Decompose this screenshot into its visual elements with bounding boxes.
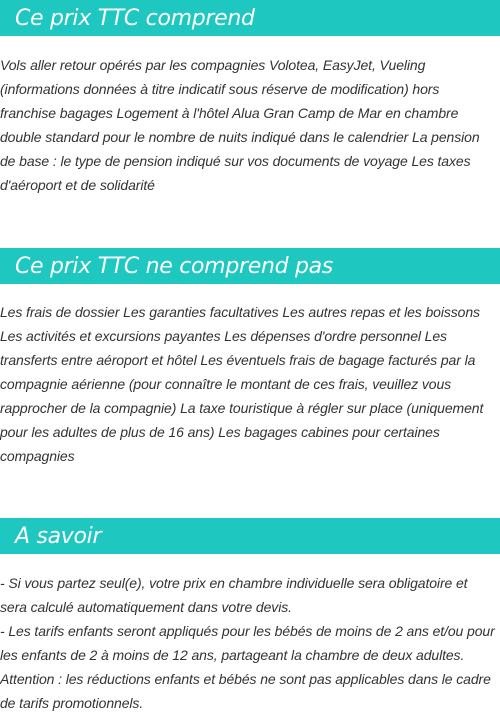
section-title-not-included: Ce prix TTC ne comprend pas	[15, 253, 333, 279]
text-line: rapprocher de la compagnie) La taxe touristique à régler sur place (uniquement	[0, 400, 484, 416]
section-body-good-to-know	[0, 571, 500, 715]
section-body-not-included	[0, 300, 500, 468]
text-line: franchise bagages Logement à l'hôtel Alua Gran Camp de Mar en chambre	[0, 105, 459, 121]
text-line: - Si vous partez seul(e), votre prix en chambre individuelle sera obligatoire et	[0, 575, 468, 591]
section-header-good-to-know	[0, 518, 500, 554]
section-title-good-to-know: A savoir	[15, 523, 102, 549]
text-line: de base : le type de pension indiqué sur vos documents de voyage Les taxes	[0, 153, 471, 169]
text-line: les enfants de 2 à moins de 12 ans, partageant la chambre de deux adultes.	[0, 647, 465, 663]
text-line: pour les adultes de plus de 16 ans) Les bagages cabines pour certaines	[0, 424, 440, 440]
text-line: (informations données à titre indicatif sous réserve de modification) hors	[0, 81, 440, 97]
text-line: Les frais de dossier Les garanties facultatives Les autres repas et les boissons	[0, 304, 480, 320]
text-line: - Les tarifs enfants seront appliqués pour les bébés de moins de 2 ans et/ou pour	[0, 623, 495, 639]
text-line: Les activités et excursions payantes Les dépenses d'ordre personnel Les	[0, 328, 447, 344]
text-line: compagnies	[0, 448, 75, 464]
section-not-included	[0, 248, 500, 468]
section-title-included: Ce prix TTC comprend	[15, 5, 255, 31]
text-line: Attention : les réductions enfants et bébés ne sont pas applicables dans le cadre	[0, 671, 491, 687]
section-good-to-know	[0, 518, 500, 715]
section-included	[0, 0, 500, 197]
text-line: compagnie aérienne (pour connaître le montant de ces frais, veuillez vous	[0, 376, 452, 392]
section-header-included	[0, 0, 500, 36]
text-line: sera calculé automatiquement dans votre devis.	[0, 599, 292, 615]
text-line: transferts entre aéroport et hôtel Les éventuels frais de bagage facturés par la	[0, 352, 476, 368]
section-header-not-included	[0, 248, 500, 284]
text-line: Vols aller retour opérés par les compagnies Volotea, EasyJet, Vueling	[0, 57, 426, 73]
text-line: double standard pour le nombre de nuits indiqué dans le calendrier La pension	[0, 129, 480, 145]
text-line: de tarifs promotionnels.	[0, 695, 144, 711]
section-body-included	[0, 53, 500, 197]
text-line: d'aéroport et de solidarité	[0, 177, 155, 193]
